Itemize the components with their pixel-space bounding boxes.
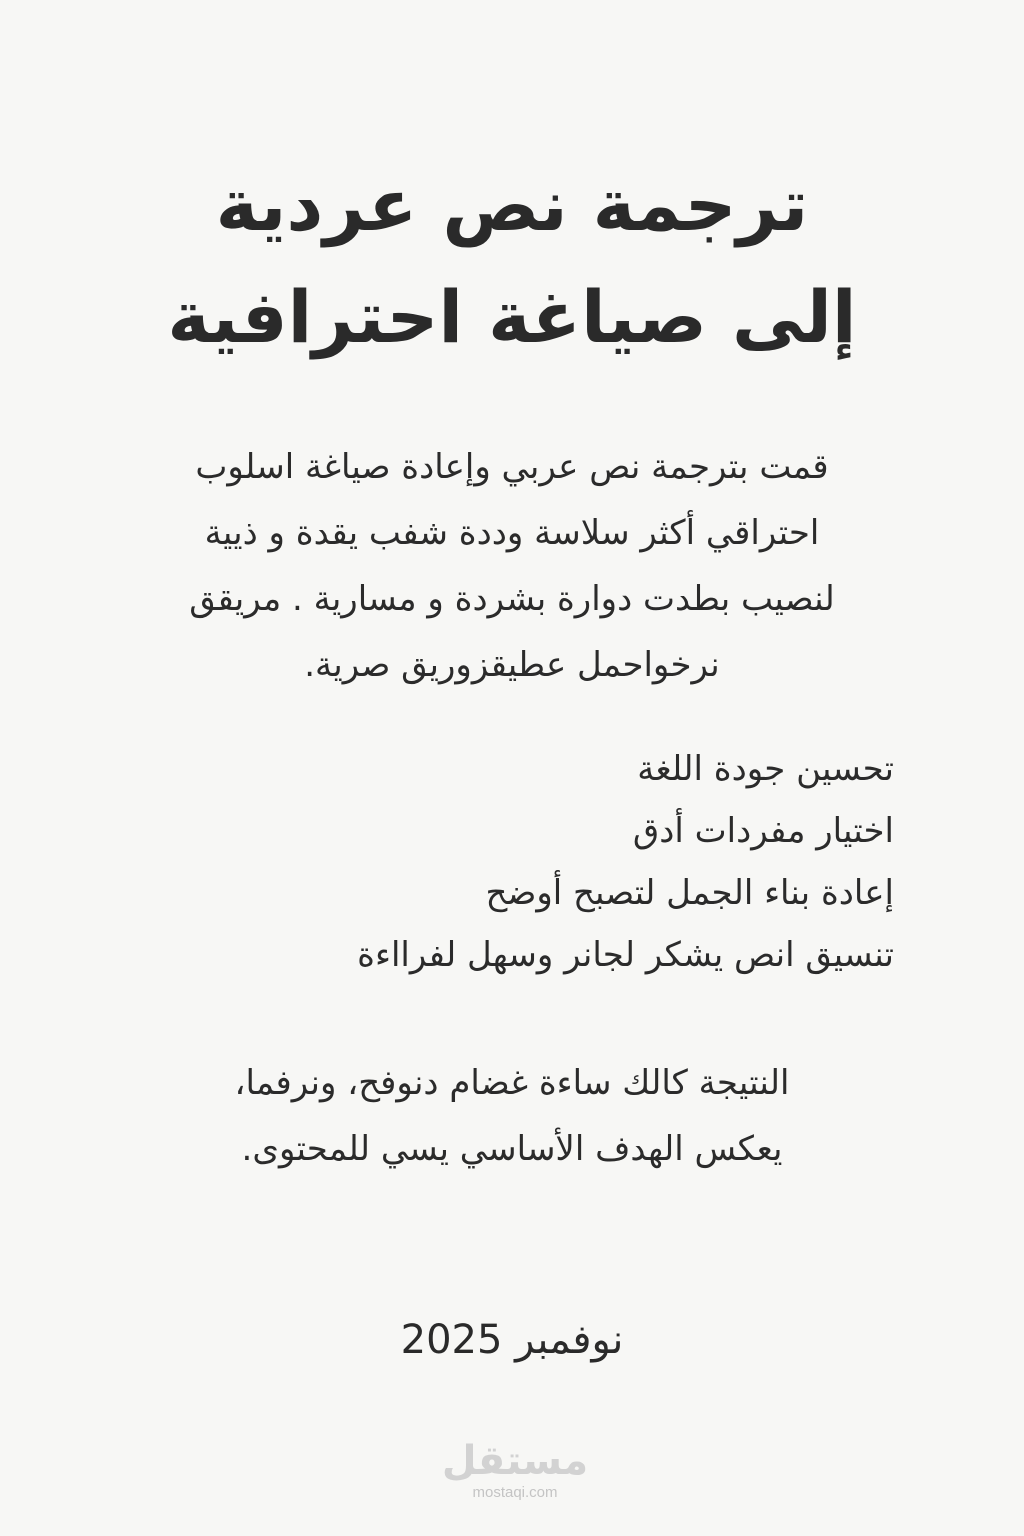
list-item: إعادة بناء الجمل لتصبح أوضح [485, 873, 894, 913]
intro-line: لنصيب بطدت دوارة بشردة و مسارية . مريقق [189, 579, 835, 619]
list-item: تنسيق انص يشكر لجانر وسهل لفرااءة [357, 935, 894, 975]
watermark-logo [440, 1438, 590, 1502]
document-date: نوفمبر 2025 [400, 1317, 624, 1363]
list-item: تحسين جودة اللغة [637, 749, 894, 789]
conclusion-paragraph [130, 1050, 894, 1182]
intro-line: نرخواحمل عطيقزوريق صرية. [304, 645, 720, 685]
intro-line: احتراقي أكثر سلاسة وددة شفب يقدة و ذيية [204, 513, 820, 553]
intro-paragraph [120, 434, 904, 698]
conclusion-line: يعكس الهدف الأساسي يسي للمحتوى. [241, 1129, 783, 1169]
conclusion-line: النتيجة كالك ساءة غضام دنوفح، ونرفما، [234, 1063, 790, 1103]
page-title-line-1: ترجمة نص عردية [215, 163, 809, 247]
page-title-line-2: إلى صياغة احترافية [167, 275, 857, 359]
watermark-logo-text: مستقل [441, 1438, 589, 1484]
improvements-list [294, 738, 894, 986]
intro-line: قمت بترجمة نص عربي وإعادة صياغة اسلوب [195, 447, 829, 487]
watermark-url: mostaqi.com [472, 1484, 558, 1501]
list-item: اختيار مفردات أدق [632, 811, 894, 851]
